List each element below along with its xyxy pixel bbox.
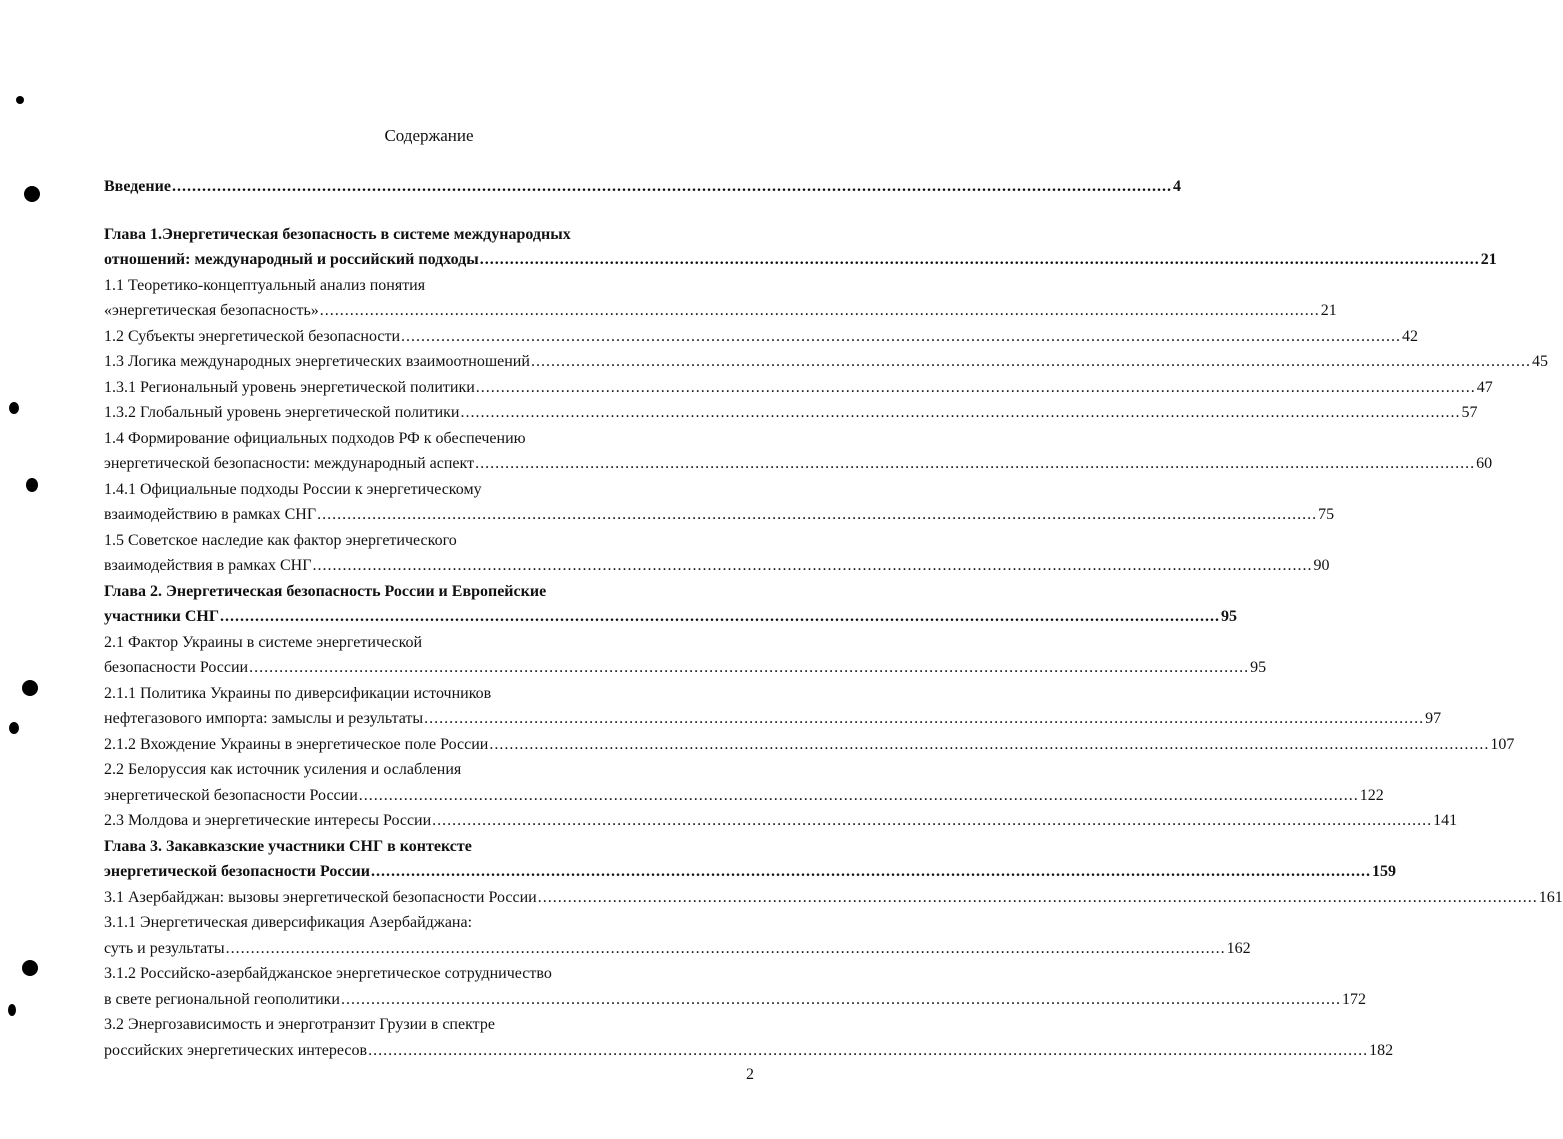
toc-heading-line bbox=[104, 604, 1238, 630]
toc-entry-line bbox=[104, 630, 696, 656]
toc-heading-line bbox=[104, 174, 1181, 200]
toc-entry-line bbox=[104, 426, 696, 452]
toc-entry-text: взаимодействия в рамках СНГ bbox=[104, 557, 312, 574]
toc-entry-line bbox=[104, 400, 1478, 426]
toc-page-number: 47 bbox=[1476, 378, 1493, 396]
toc-dot-leader: ........................................................................................................................................................................................................ bbox=[312, 557, 1313, 574]
toc-entry-line bbox=[104, 757, 696, 783]
toc-entry-text: 1.5 Советское наследие как фактор энергетического bbox=[104, 531, 457, 549]
toc-entry-text: 1.4 Формирование официальных подходов РФ к обеспечению bbox=[104, 429, 526, 447]
toc-page-number: 141 bbox=[1433, 812, 1458, 829]
toc-dot-leader: ........................................................................................................................................................................................................ bbox=[489, 735, 1490, 753]
toc-page-number: 97 bbox=[1425, 710, 1442, 727]
toc-entry-text: в свете региональной геополитики bbox=[104, 990, 340, 1008]
toc-page-number: 4 bbox=[1172, 178, 1181, 195]
toc-entry-text: российских энергетических интересов bbox=[104, 1041, 368, 1059]
toc-dot-leader: ........................................................................................................................................................................................................ bbox=[401, 327, 1402, 345]
toc-entry-line bbox=[104, 1038, 1394, 1064]
toc-heading-line bbox=[104, 579, 696, 605]
toc-dot-leader: ........................................................................................................................................................................................................ bbox=[341, 990, 1341, 1008]
toc-entry-text: 1.3 Логика международных энергетических взаимоотношений bbox=[104, 353, 530, 370]
binding-hole-mark bbox=[22, 960, 38, 976]
toc-dot-leader: ........................................................................................................................................................................................................ bbox=[370, 863, 1371, 880]
toc-entry-line bbox=[104, 910, 696, 936]
toc-dot-leader: ........................................................................................................................................................................................................ bbox=[249, 659, 1250, 676]
toc-entry-line bbox=[104, 349, 1548, 375]
toc-entry-line bbox=[104, 298, 1337, 324]
binding-hole-mark bbox=[9, 402, 19, 414]
toc-heading-line bbox=[104, 834, 696, 860]
toc-dot-leader: ........................................................................................................................................................................................................ bbox=[537, 888, 1538, 906]
toc-entry-line bbox=[104, 885, 1563, 911]
toc-dot-leader: ........................................................................................................................................................................................................ bbox=[368, 1041, 1369, 1059]
page-title: Содержание bbox=[384, 126, 474, 145]
toc-entry-text: 1.3.2 Глобальный уровень энергетической политики bbox=[104, 404, 460, 421]
toc-page-number: 122 bbox=[1359, 786, 1384, 804]
toc-entry-text: 3.1.1 Энергетическая диверсификация Азербайджана: bbox=[104, 914, 473, 931]
toc-page-number: 21 bbox=[1320, 302, 1337, 319]
toc-entry-text: 2.1.2 Вхождение Украины в энергетическое поле России bbox=[104, 735, 489, 753]
binding-hole-mark bbox=[26, 478, 38, 492]
toc-entry-line bbox=[104, 808, 1458, 834]
toc-entry-text: 2.1 Фактор Украины в системе энергетической bbox=[104, 633, 423, 651]
toc-entry-text: 3.2 Энергозависимость и энерготранзит Грузии в спектре bbox=[104, 1016, 495, 1033]
toc-entry-text: 1.1 Теоретико-концептуальный анализ понятия bbox=[104, 276, 426, 294]
toc-dot-leader: ........................................................................................................................................................................................................ bbox=[358, 786, 1359, 804]
toc-page-number: 45 bbox=[1531, 353, 1548, 370]
toc-entry-text: 1.2 Субъекты энергетической безопасности bbox=[104, 327, 401, 345]
toc-dot-leader: ........................................................................................................................................................................................................ bbox=[220, 608, 1221, 625]
toc-entry-line bbox=[104, 783, 1384, 809]
toc-dot-leader: ........................................................................................................................................................................................................ bbox=[317, 506, 1318, 523]
toc-entry-text: 3.1.2 Российско-азербайджанское энергетическое сотрудничество bbox=[104, 965, 552, 982]
toc-dot-leader: ........................................................................................................................................................................................................ bbox=[225, 939, 1226, 957]
toc-entry-text: 2.3 Молдова и энергетические интересы России bbox=[104, 812, 432, 829]
toc-entry-text: Глава 2. Энергетическая безопасность России и Европейские bbox=[104, 582, 547, 600]
toc-entry-text: Глава 1.Энергетическая безопасность в системе международных bbox=[104, 225, 571, 243]
toc-entry-text: 3.1 Азербайджан: вызовы энергетической безопасности России bbox=[104, 888, 537, 906]
toc-page-number: 159 bbox=[1371, 863, 1396, 880]
table-of-contents bbox=[104, 174, 1563, 1063]
toc-heading-line bbox=[104, 859, 1396, 885]
toc-page-number: 60 bbox=[1476, 455, 1493, 472]
toc-entry-text: участники СНГ bbox=[104, 608, 220, 625]
page-number: 2 bbox=[746, 1066, 754, 1083]
binding-hole-mark bbox=[8, 1004, 16, 1016]
toc-page-number: 42 bbox=[1402, 327, 1419, 345]
toc-entry-line bbox=[104, 553, 1330, 579]
toc-page-number: 95 bbox=[1221, 608, 1238, 625]
toc-page-number: 162 bbox=[1226, 939, 1251, 957]
binding-hole-mark bbox=[22, 680, 38, 696]
toc-entry-text: нефтегазового импорта: замыслы и результаты bbox=[104, 710, 424, 727]
toc-entry-line bbox=[104, 375, 1493, 401]
toc-dot-leader: ........................................................................................................................................................................................................ bbox=[475, 378, 1476, 396]
toc-entry-line bbox=[104, 987, 1366, 1013]
toc-entry-text: «энергетическая безопасность» bbox=[104, 302, 319, 319]
toc-entry-text: взаимодействию в рамках СНГ bbox=[104, 506, 317, 523]
toc-entry-text: 2.1.1 Политика Украины по диверсификации источников bbox=[104, 684, 492, 702]
toc-entry-line bbox=[104, 732, 1515, 758]
toc-page-number: 161 bbox=[1538, 888, 1563, 906]
toc-entry-line bbox=[104, 451, 1493, 477]
toc-dot-leader: ........................................................................................................................................................................................................ bbox=[530, 353, 1531, 370]
binding-hole-mark bbox=[16, 96, 24, 104]
toc-entry-text: энергетической безопасности России bbox=[104, 786, 358, 804]
toc-spacer bbox=[104, 200, 696, 222]
toc-entry-line bbox=[104, 706, 1442, 732]
toc-entry-line bbox=[104, 273, 696, 299]
toc-heading-line bbox=[104, 222, 696, 248]
toc-entry-text: отношений: международный и российский подходы bbox=[104, 251, 479, 268]
toc-entry-line bbox=[104, 528, 696, 554]
toc-entry-line bbox=[104, 936, 1251, 962]
toc-page-number: 21 bbox=[1480, 251, 1497, 268]
toc-page-number: 107 bbox=[1490, 735, 1515, 753]
toc-dot-leader: ........................................................................................................................................................................................................ bbox=[475, 455, 1476, 472]
toc-dot-leader: ........................................................................................................................................................................................................ bbox=[171, 178, 1172, 195]
toc-entry-line bbox=[104, 502, 1335, 528]
toc-page-number: 182 bbox=[1369, 1041, 1394, 1059]
toc-entry-text: суть и результаты bbox=[104, 939, 225, 957]
toc-entry-text: Введение bbox=[104, 178, 171, 195]
toc-entry-text: безопасности России bbox=[104, 659, 249, 676]
toc-page-number: 57 bbox=[1461, 404, 1478, 421]
toc-entry-text: энергетической безопасности: международный аспект bbox=[104, 455, 475, 472]
toc-entry-text: 1.4.1 Официальные подходы России к энергетическому bbox=[104, 480, 482, 498]
toc-page-number: 75 bbox=[1318, 506, 1335, 523]
toc-heading-line bbox=[104, 247, 1497, 273]
toc-entry-text: 1.3.1 Региональный уровень энергетической политики bbox=[104, 378, 475, 396]
toc-entry-line bbox=[104, 1012, 696, 1038]
toc-entry-line bbox=[104, 655, 1267, 681]
toc-dot-leader: ........................................................................................................................................................................................................ bbox=[432, 812, 1433, 829]
toc-page-number: 172 bbox=[1342, 990, 1366, 1008]
toc-entry-text: энергетической безопасности России bbox=[104, 863, 370, 880]
binding-hole-mark bbox=[24, 186, 40, 202]
toc-entry-line bbox=[104, 324, 1419, 350]
toc-entry-line bbox=[104, 681, 696, 707]
binding-hole-mark bbox=[9, 722, 19, 734]
toc-dot-leader: ........................................................................................................................................................................................................ bbox=[424, 710, 1425, 727]
toc-dot-leader: ........................................................................................................................................................................................................ bbox=[479, 251, 1480, 268]
toc-page-number: 95 bbox=[1250, 659, 1267, 676]
toc-entry-text: Глава 3. Закавказские участники СНГ в контексте bbox=[104, 837, 472, 855]
toc-page-number: 90 bbox=[1313, 557, 1330, 574]
toc-dot-leader: ........................................................................................................................................................................................................ bbox=[460, 404, 1461, 421]
toc-entry-line bbox=[104, 961, 696, 987]
toc-entry-text: 2.2 Белоруссия как источник усиления и ослабления bbox=[104, 761, 462, 778]
toc-dot-leader: ........................................................................................................................................................................................................ bbox=[319, 302, 1320, 319]
toc-entry-line bbox=[104, 477, 696, 503]
